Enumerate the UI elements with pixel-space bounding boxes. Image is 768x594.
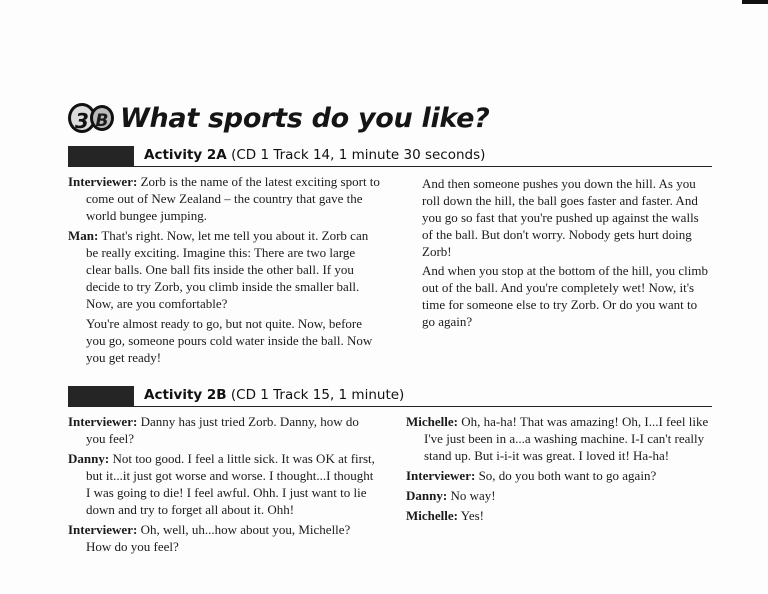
unit-letter: B — [90, 105, 114, 131]
transcript-line — [68, 315, 380, 366]
speaker: Michelle: — [406, 414, 458, 429]
line-text: Zorb is the name of the latest exciting sport to come out of New Zealand – the country that gave the world bungee jumping. — [86, 174, 380, 223]
unit-badge — [68, 103, 114, 133]
unit-number: 3 — [68, 103, 96, 133]
activity-tab-block — [68, 386, 134, 406]
speaker: Man: — [68, 228, 99, 243]
speaker: Interviewer: — [68, 522, 138, 537]
speaker: Interviewer: — [68, 414, 138, 429]
transcript-paragraph: And then someone pushes you down the hill. As you roll down the hill, the ball goes faster and faster. And you go so fast that you're pushed up against the walls of the ball. But don't worry. Nobody gets hurt doing Zorb! — [422, 176, 699, 259]
line-text: Oh, well, uh...how about you, Michelle? How do you feel? — [86, 522, 351, 554]
transcript-paragraph: And when you stop at the bottom of the hill, you climb out of the ball. And you're completely wet! Now, it's time for someone else to try Zorb. Or do you want to go again? — [422, 263, 708, 329]
activity-2b-header — [68, 386, 712, 407]
transcript-line — [406, 507, 712, 524]
activity-2a-detail: (CD 1 Track 14, 1 minute 30 seconds) — [231, 147, 486, 163]
title-row — [68, 96, 490, 140]
transcript-line — [68, 450, 378, 518]
activity-2b-label: Activity 2B — [144, 387, 227, 403]
transcript-line — [406, 467, 712, 484]
speaker: Danny: — [406, 488, 448, 503]
transcript-line — [68, 521, 378, 555]
line-text: Oh, ha-ha! That was amazing! Oh, I...I feel like I've just been in a...a washing machine. I-I can't really stand up. But i-i-it was great. I loved it! Ha-ha! — [424, 414, 709, 463]
activity-2b-detail: (CD 1 Track 15, 1 minute) — [230, 387, 405, 403]
line-text: So, do you both want to go again? — [478, 468, 657, 483]
activity-2b-left-column — [68, 413, 378, 558]
activity-2a-left-column — [68, 173, 380, 369]
activity-2a-label: Activity 2A — [144, 147, 227, 163]
speaker: Michelle: — [406, 508, 458, 523]
line-text: Danny has just tried Zorb. Danny, how do you feel? — [86, 414, 359, 446]
transcript-line — [406, 413, 712, 464]
activity-2b-title — [144, 387, 404, 403]
speaker: Danny: — [68, 451, 110, 466]
transcript-line — [68, 173, 380, 224]
activity-tab-block — [68, 146, 134, 166]
line-text: You're almost ready to go, but not quite. Now, before you go, someone pours cold water inside the ball. Now you get ready! — [86, 316, 373, 365]
corner-mark — [742, 0, 768, 4]
line-text: Yes! — [460, 508, 485, 523]
activity-2a-title — [144, 147, 485, 163]
transcript-line — [68, 413, 378, 447]
activity-2b-right-column — [406, 413, 712, 527]
transcript-line — [406, 487, 712, 504]
line-text: That's right. Now, let me tell you about it. Zorb can be really exciting. Imagine this: There are two large clear balls. One ball fits inside the other ball. If you decide to try Zorb, you climb inside the smaller ball. Now, are you comfortable? — [86, 228, 369, 311]
page-title: What sports do you like? — [120, 102, 490, 134]
speaker: Interviewer: — [68, 174, 138, 189]
activity-2a-header — [68, 146, 712, 167]
line-text: Not too good. I feel a little sick. It was OK at first, but it...it just got worse and worse. I thought...I thought I was going to die! I feel awful. Ohh. I just want to lie down and try to forget all about it. Ohh! — [86, 451, 375, 517]
activity-2a-right-column — [422, 175, 712, 332]
transcript-line — [68, 227, 380, 312]
line-text: No way! — [450, 488, 496, 503]
speaker: Interviewer: — [406, 468, 476, 483]
